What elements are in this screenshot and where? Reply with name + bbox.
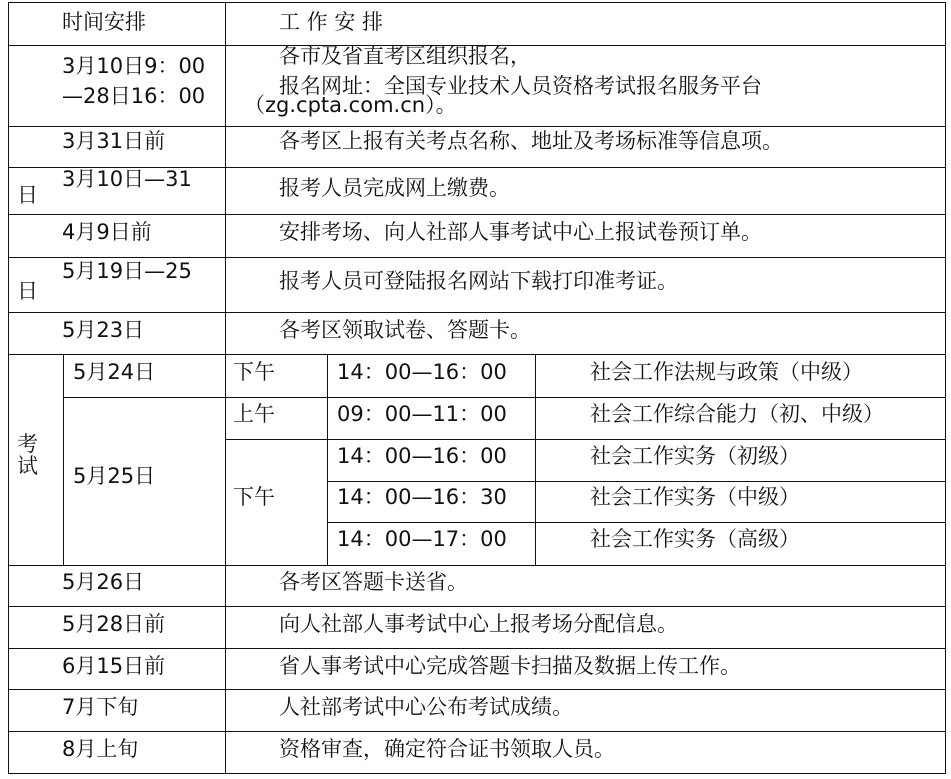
- row-divider: [8, 354, 946, 355]
- exam-date: 5月24日: [73, 360, 156, 384]
- table-border: [8, 773, 946, 774]
- exam-divider: [327, 522, 946, 523]
- exam-subject: 社会工作实务（高级）: [590, 527, 800, 551]
- exam-slot: 14：00—16：00: [337, 360, 507, 384]
- row-work: 省人事考试中心完成答题卡扫描及数据上传工作。: [279, 654, 741, 678]
- row-work: （zg.cpta.com.cn）。: [244, 93, 457, 117]
- exam-label: 试: [17, 454, 38, 478]
- row-time: 日: [17, 279, 38, 303]
- row-work: 安排考场、向人社部人事考试中心上报试卷预订单。: [279, 220, 762, 244]
- row-time: 3月10日—31: [62, 167, 192, 191]
- exam-subject: 社会工作实务（中级）: [590, 485, 800, 509]
- row-time: 5月19日—25: [62, 259, 192, 283]
- exam-slot: 14：00—16：00: [337, 444, 507, 468]
- row-work: 报考人员完成网上缴费。: [279, 176, 510, 200]
- exam-subject: 社会工作实务（初级）: [590, 444, 800, 468]
- exam-slot: 09：00—11：00: [337, 402, 507, 426]
- subject-divider: [535, 354, 536, 565]
- row-time: 5月23日: [62, 318, 145, 342]
- row-divider: [8, 731, 946, 732]
- table-border: [8, 2, 946, 3]
- row-time: 3月31日前: [62, 129, 166, 153]
- header-work: 工 作 安 排: [279, 10, 384, 34]
- row-time: 4月9日前: [62, 220, 152, 244]
- exam-subject: 社会工作综合能力（初、中级）: [590, 402, 884, 426]
- row-divider: [8, 214, 946, 215]
- exam-date: 5月25日: [73, 464, 156, 488]
- exam-slot: 14：00—16：30: [337, 485, 507, 509]
- exam-period: 下午: [233, 360, 275, 384]
- row-work: 人社部考试中心公布考试成绩。: [279, 695, 573, 719]
- exam-divider: [225, 439, 946, 440]
- row-work: 各考区答题卡送省。: [279, 570, 468, 594]
- row-time: 6月15日前: [62, 654, 166, 678]
- row-work: 资格审查，确定符合证书领取人员。: [279, 737, 615, 761]
- period-divider: [225, 354, 226, 565]
- exam-slot: 14：00—17：00: [337, 527, 507, 551]
- exam-period: 上午: [233, 402, 275, 426]
- slot-divider: [327, 354, 328, 565]
- row-work: 报考人员可登陆报名网站下载打印准考证。: [279, 269, 678, 293]
- row-time: 5月26日: [62, 570, 145, 594]
- table-border: [8, 2, 9, 774]
- row-time: 3月10日9：00: [62, 54, 206, 78]
- row-time: 日: [17, 183, 38, 207]
- row-work: 各考区上报有关考点名称、地址及考场标准等信息项。: [279, 129, 783, 153]
- exam-divider: [327, 481, 946, 482]
- row-work: 报名网址：全国专业技术人员资格考试报名服务平台: [279, 74, 762, 98]
- column-divider: [225, 565, 226, 773]
- column-divider: [225, 2, 226, 354]
- row-time: —28日16：00: [62, 84, 206, 108]
- header-time: 时间安排: [62, 10, 146, 34]
- row-time: 7月下旬: [62, 695, 139, 719]
- row-work: 向人社部人事考试中心上报考场分配信息。: [279, 612, 678, 636]
- row-divider: [8, 648, 946, 649]
- row-divider: [8, 606, 946, 607]
- row-time: 8月上旬: [62, 737, 139, 761]
- exam-subject: 社会工作法规与政策（中级）: [590, 360, 863, 384]
- exam-label: 考: [17, 432, 38, 456]
- row-divider: [8, 565, 946, 566]
- exam-divider: [63, 397, 946, 398]
- row-time: 5月28日前: [62, 612, 166, 636]
- exam-period: 下午: [233, 485, 275, 509]
- row-work: 各考区领取试卷、答题卡。: [279, 318, 531, 342]
- row-divider: [8, 312, 946, 313]
- row-divider: [8, 689, 946, 690]
- row-work: 各市及省直考区组织报名，: [279, 44, 531, 68]
- exam-label-divider: [63, 354, 64, 565]
- table-border: [945, 2, 946, 774]
